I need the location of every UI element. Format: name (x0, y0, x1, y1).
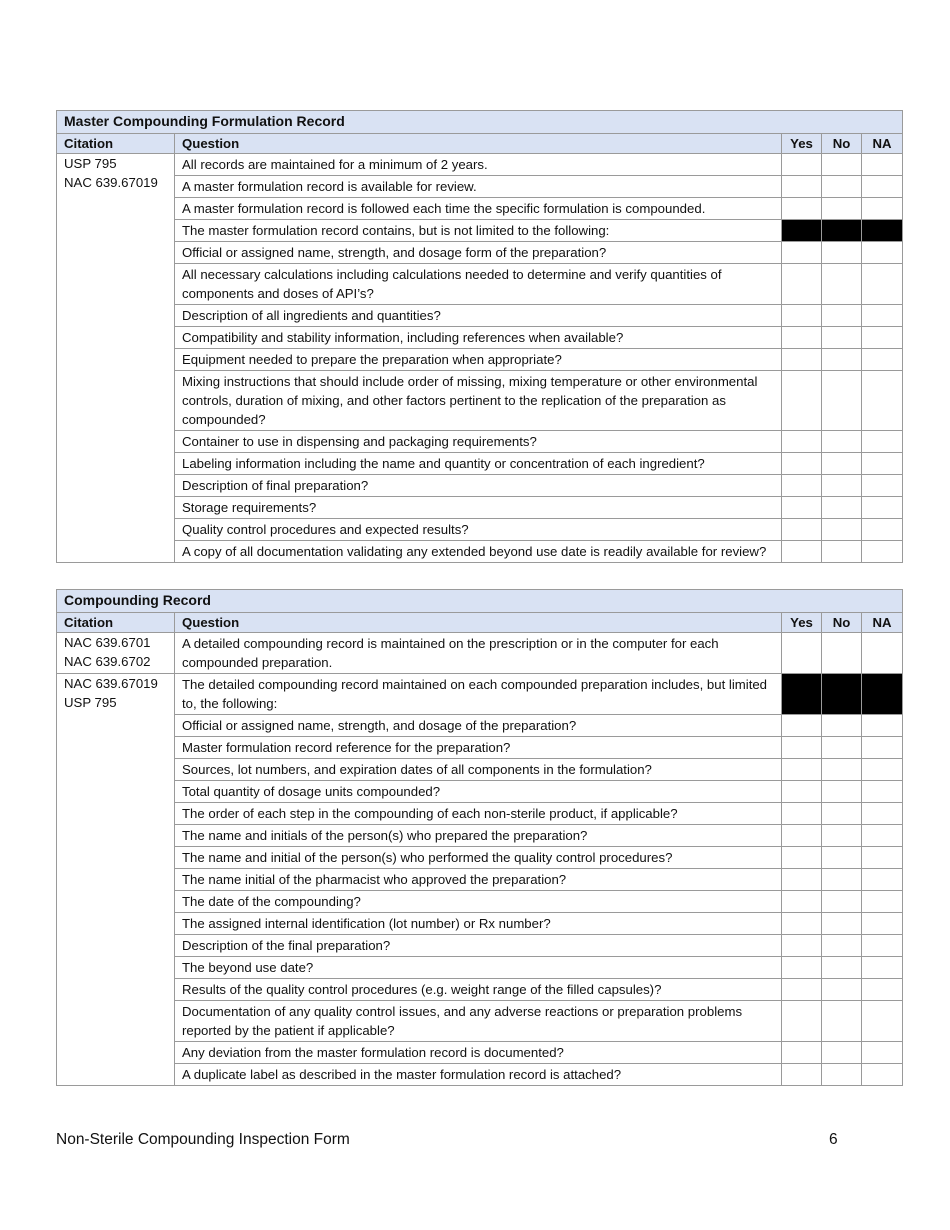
yes-checkbox[interactable] (782, 431, 822, 453)
no-checkbox[interactable] (822, 633, 862, 674)
table-row (57, 453, 903, 475)
table-row (57, 264, 903, 305)
yes-checkbox[interactable] (782, 264, 822, 305)
yes-checkbox[interactable] (782, 979, 822, 1001)
yes-checkbox[interactable] (782, 781, 822, 803)
no-checkbox[interactable] (822, 759, 862, 781)
no-checkbox[interactable] (822, 1001, 862, 1042)
question-text: Storage requirements? (175, 497, 782, 519)
compounding-record-table (56, 589, 903, 1086)
na-checkbox[interactable] (862, 242, 903, 264)
table-row (57, 1042, 903, 1064)
yes-checkbox[interactable] (782, 453, 822, 475)
question-text: A master formulation record is followed each time the specific formulation is compounded. (175, 198, 782, 220)
na-checkbox[interactable] (862, 371, 903, 431)
na-checkbox[interactable] (862, 154, 903, 176)
yes-checkbox[interactable] (782, 1064, 822, 1086)
no-checkbox[interactable] (822, 475, 862, 497)
table-row (57, 913, 903, 935)
blocked-cell (862, 674, 903, 715)
question-text: Total quantity of dosage units compounded? (175, 781, 782, 803)
no-checkbox[interactable] (822, 913, 862, 935)
no-checkbox[interactable] (822, 1064, 862, 1086)
question-text: All necessary calculations including calculations needed to determine and verify quantities of components and doses of API’s? (175, 264, 782, 305)
no-checkbox[interactable] (822, 431, 862, 453)
na-checkbox[interactable] (862, 891, 903, 913)
table-row (57, 935, 903, 957)
yes-checkbox[interactable] (782, 759, 822, 781)
question-text: The name initial of the pharmacist who approved the preparation? (175, 869, 782, 891)
table-row (57, 519, 903, 541)
yes-checkbox[interactable] (782, 935, 822, 957)
no-checkbox[interactable] (822, 869, 862, 891)
question-text: Master formulation record reference for the preparation? (175, 737, 782, 759)
yes-checkbox[interactable] (782, 497, 822, 519)
question-text: A detailed compounding record is maintained on the prescription or in the computer for each compounded preparation. (175, 633, 782, 674)
question-text: Container to use in dispensing and packaging requirements? (175, 431, 782, 453)
no-checkbox[interactable] (822, 264, 862, 305)
question-text: Sources, lot numbers, and expiration dates of all components in the formulation? (175, 759, 782, 781)
table-row (57, 803, 903, 825)
na-checkbox[interactable] (862, 453, 903, 475)
yes-checkbox[interactable] (782, 475, 822, 497)
citation-cell (57, 154, 175, 563)
na-header: NA (862, 134, 903, 154)
master-formulation-record-table (56, 110, 903, 563)
question-text: The beyond use date? (175, 957, 782, 979)
table-row (57, 327, 903, 349)
table-row (57, 633, 903, 674)
citation-text: NAC 639.67019 (64, 676, 158, 691)
yes-checkbox[interactable] (782, 198, 822, 220)
yes-checkbox[interactable] (782, 1001, 822, 1042)
table-row (57, 759, 903, 781)
table-row (57, 154, 903, 176)
question-text: All records are maintained for a minimum of 2 years. (175, 154, 782, 176)
yes-checkbox[interactable] (782, 715, 822, 737)
question-text: Labeling information including the name and quantity or concentration of each ingredient? (175, 453, 782, 475)
yes-checkbox[interactable] (782, 847, 822, 869)
question-text: Description of the final preparation? (175, 935, 782, 957)
question-text: A copy of all documentation validating any extended beyond use date is readily available for review? (175, 541, 782, 563)
question-text: The assigned internal identification (lot number) or Rx number? (175, 913, 782, 935)
citation-text: NAC 639.6702 (64, 654, 151, 669)
na-checkbox[interactable] (862, 715, 903, 737)
table-row (57, 305, 903, 327)
question-header: Question (175, 134, 782, 154)
section-title: Master Compounding Formulation Record (57, 111, 903, 134)
table-row (57, 737, 903, 759)
table-row (57, 825, 903, 847)
table-row (57, 349, 903, 371)
question-text: Compatibility and stability information, including references when available? (175, 327, 782, 349)
yes-checkbox[interactable] (782, 305, 822, 327)
table-row (57, 371, 903, 431)
table-row (57, 847, 903, 869)
na-checkbox[interactable] (862, 847, 903, 869)
na-checkbox[interactable] (862, 979, 903, 1001)
no-checkbox[interactable] (822, 1042, 862, 1064)
question-text: Quality control procedures and expected results? (175, 519, 782, 541)
question-header: Question (175, 613, 782, 633)
table-row (57, 541, 903, 563)
question-text: Results of the quality control procedures (e.g. weight range of the filled capsules)? (175, 979, 782, 1001)
section-title: Compounding Record (57, 590, 903, 613)
citation-header: Citation (57, 613, 175, 633)
question-text: Official or assigned name, strength, and dosage of the preparation? (175, 715, 782, 737)
yes-checkbox[interactable] (782, 803, 822, 825)
citation-cell (57, 633, 175, 674)
table-row (57, 198, 903, 220)
na-checkbox[interactable] (862, 497, 903, 519)
question-text: The detailed compounding record maintained on each compounded preparation includes, but limited to, the following: (175, 674, 782, 715)
na-checkbox[interactable] (862, 519, 903, 541)
yes-checkbox[interactable] (782, 154, 822, 176)
yes-checkbox[interactable] (782, 737, 822, 759)
yes-checkbox[interactable] (782, 327, 822, 349)
na-checkbox[interactable] (862, 327, 903, 349)
no-header: No (822, 134, 862, 154)
na-checkbox[interactable] (862, 1042, 903, 1064)
yes-checkbox[interactable] (782, 825, 822, 847)
na-checkbox[interactable] (862, 198, 903, 220)
table-row (57, 475, 903, 497)
yes-checkbox[interactable] (782, 176, 822, 198)
no-checkbox[interactable] (822, 154, 862, 176)
no-checkbox[interactable] (822, 715, 862, 737)
question-text: The date of the compounding? (175, 891, 782, 913)
table-row (57, 715, 903, 737)
na-checkbox[interactable] (862, 825, 903, 847)
no-checkbox[interactable] (822, 198, 862, 220)
no-checkbox[interactable] (822, 737, 862, 759)
table-row (57, 891, 903, 913)
question-text: Any deviation from the master formulation record is documented? (175, 1042, 782, 1064)
table-row (57, 674, 903, 715)
question-text: Official or assigned name, strength, and dosage form of the preparation? (175, 242, 782, 264)
citation-cell (57, 674, 175, 1086)
yes-checkbox[interactable] (782, 242, 822, 264)
page-number: 6 (829, 1131, 838, 1148)
yes-checkbox[interactable] (782, 519, 822, 541)
no-checkbox[interactable] (822, 327, 862, 349)
question-text: Mixing instructions that should include order of missing, mixing temperature or other environmental controls, duration of mixing, and other factors pertinent to the replication of the preparation as compounded? (175, 371, 782, 431)
table-row (57, 431, 903, 453)
citation-text: USP 795 (64, 695, 117, 710)
na-checkbox[interactable] (862, 957, 903, 979)
table-row (57, 869, 903, 891)
question-text: Description of all ingredients and quantities? (175, 305, 782, 327)
citation-text: NAC 639.67019 (64, 175, 158, 190)
na-checkbox[interactable] (862, 781, 903, 803)
footer-form-title: Non-Sterile Compounding Inspection Form (56, 1131, 350, 1148)
blocked-cell (822, 220, 862, 242)
table-row (57, 497, 903, 519)
no-checkbox[interactable] (822, 176, 862, 198)
question-text: Documentation of any quality control issues, and any adverse reactions or preparation problems reported by the patient if applicable? (175, 1001, 782, 1042)
yes-checkbox[interactable] (782, 869, 822, 891)
citation-text: NAC 639.6701 (64, 635, 151, 650)
na-checkbox[interactable] (862, 913, 903, 935)
table-row (57, 1001, 903, 1042)
table-row (57, 957, 903, 979)
no-checkbox[interactable] (822, 349, 862, 371)
na-checkbox[interactable] (862, 349, 903, 371)
yes-header: Yes (782, 613, 822, 633)
no-checkbox[interactable] (822, 935, 862, 957)
question-text: Description of final preparation? (175, 475, 782, 497)
blocked-cell (822, 674, 862, 715)
question-text: The master formulation record contains, but is not limited to the following: (175, 220, 782, 242)
yes-checkbox[interactable] (782, 1042, 822, 1064)
no-checkbox[interactable] (822, 979, 862, 1001)
no-checkbox[interactable] (822, 497, 862, 519)
na-checkbox[interactable] (862, 1001, 903, 1042)
yes-checkbox[interactable] (782, 349, 822, 371)
table-row (57, 979, 903, 1001)
na-checkbox[interactable] (862, 1064, 903, 1086)
na-checkbox[interactable] (862, 176, 903, 198)
citation-text: USP 795 (64, 156, 117, 171)
no-checkbox[interactable] (822, 957, 862, 979)
table-row (57, 781, 903, 803)
no-checkbox[interactable] (822, 519, 862, 541)
no-checkbox[interactable] (822, 453, 862, 475)
yes-checkbox[interactable] (782, 371, 822, 431)
na-checkbox[interactable] (862, 541, 903, 563)
no-checkbox[interactable] (822, 242, 862, 264)
table-row (57, 220, 903, 242)
yes-checkbox[interactable] (782, 541, 822, 563)
no-checkbox[interactable] (822, 891, 862, 913)
yes-checkbox[interactable] (782, 913, 822, 935)
yes-checkbox[interactable] (782, 957, 822, 979)
no-header: No (822, 613, 862, 633)
blocked-cell (782, 674, 822, 715)
na-checkbox[interactable] (862, 869, 903, 891)
question-text: The name and initials of the person(s) who prepared the preparation? (175, 825, 782, 847)
na-checkbox[interactable] (862, 737, 903, 759)
no-checkbox[interactable] (822, 803, 862, 825)
no-checkbox[interactable] (822, 847, 862, 869)
na-checkbox[interactable] (862, 305, 903, 327)
na-checkbox[interactable] (862, 264, 903, 305)
citation-header: Citation (57, 134, 175, 154)
question-text: The order of each step in the compounding of each non-sterile product, if applicable? (175, 803, 782, 825)
yes-checkbox[interactable] (782, 891, 822, 913)
question-text: A duplicate label as described in the master formulation record is attached? (175, 1064, 782, 1086)
na-checkbox[interactable] (862, 935, 903, 957)
no-checkbox[interactable] (822, 825, 862, 847)
no-checkbox[interactable] (822, 305, 862, 327)
question-text: A master formulation record is available for review. (175, 176, 782, 198)
na-checkbox[interactable] (862, 759, 903, 781)
na-checkbox[interactable] (862, 431, 903, 453)
table-row (57, 242, 903, 264)
no-checkbox[interactable] (822, 371, 862, 431)
no-checkbox[interactable] (822, 541, 862, 563)
question-text: Equipment needed to prepare the preparation when appropriate? (175, 349, 782, 371)
na-checkbox[interactable] (862, 475, 903, 497)
table-row (57, 1064, 903, 1086)
blocked-cell (782, 220, 822, 242)
na-checkbox[interactable] (862, 633, 903, 674)
no-checkbox[interactable] (822, 781, 862, 803)
table-row (57, 176, 903, 198)
na-checkbox[interactable] (862, 803, 903, 825)
question-text: The name and initial of the person(s) who performed the quality control procedures? (175, 847, 782, 869)
yes-header: Yes (782, 134, 822, 154)
yes-checkbox[interactable] (782, 633, 822, 674)
na-header: NA (862, 613, 903, 633)
blocked-cell (862, 220, 903, 242)
